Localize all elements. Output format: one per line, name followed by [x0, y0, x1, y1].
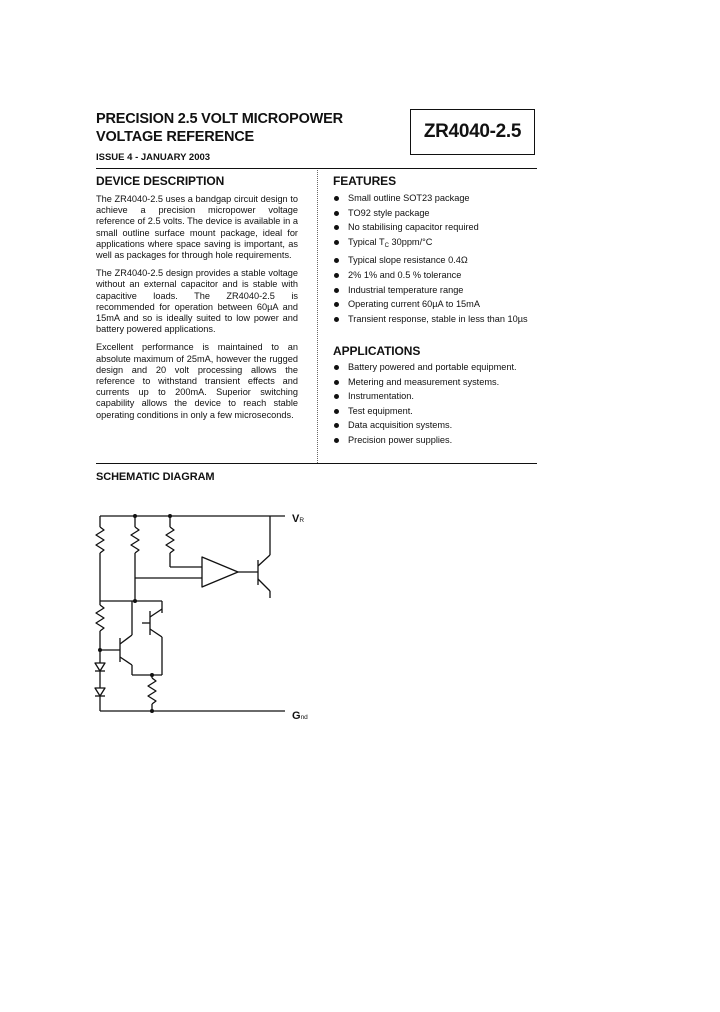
gnd-label — [292, 706, 308, 724]
application-item: Battery powered and portable equipment. — [333, 362, 533, 373]
description-paragraph: Excellent performance is maintained to an absolute maximum of 25mA, however the rugged design and 20 volt processing allows the reference to withstand transient effects and currents up to 200mA. Superior switching capability allows the device to reach stable operating conditions in only a few microseconds. — [96, 342, 298, 420]
device-description-body — [96, 194, 298, 421]
diode-1 — [95, 663, 105, 671]
gnd-text: G — [292, 710, 301, 722]
feature-item: Small outline SOT23 package — [333, 193, 533, 204]
vr-sub: R — [299, 517, 305, 524]
resistor-r4 — [96, 605, 104, 631]
application-item: Data acquisition systems. — [333, 420, 533, 431]
features-heading: FEATURES — [333, 174, 396, 188]
feature-item — [333, 237, 533, 252]
feature-item: 2% 1% and 0.5 % tolerance — [333, 270, 533, 281]
feature-tc-sub: C — [384, 242, 389, 249]
feature-item: Industrial temperature range — [333, 285, 533, 296]
feature-item: Typical slope resistance 0.4Ω — [333, 255, 533, 266]
application-item: Precision power supplies. — [333, 435, 533, 446]
issue-date: ISSUE 4 - JANUARY 2003 — [96, 152, 211, 163]
feature-item: TO92 style package — [333, 208, 533, 219]
title-line-2: VOLTAGE REFERENCE — [96, 129, 254, 145]
description-paragraph: The ZR4040-2.5 uses a bandgap circuit design to achieve a precision micropower voltage reference of 2.5 volts. The device is available in a small outline surface mount package, ideal for applications where space saving is important, as well as packages for through hole requirements. — [96, 194, 298, 261]
section-rule — [96, 463, 537, 464]
gnd-sub: nd — [300, 714, 308, 721]
schematic-heading: SCHEMATIC DIAGRAM — [96, 471, 215, 483]
features-list — [333, 193, 533, 328]
feature-tc-value: 30ppm/°C — [388, 236, 433, 247]
vr-label — [292, 509, 304, 527]
applications-heading: APPLICATIONS — [333, 344, 421, 358]
feature-item: Operating current 60µA to 15mA — [333, 299, 533, 310]
part-number: ZR4040-2.5 — [423, 121, 522, 142]
schematic-diagram — [90, 505, 290, 720]
feature-item: No stabilising capacitor required — [333, 222, 533, 233]
application-item: Metering and measurement systems. — [333, 377, 533, 388]
application-item: Test equipment. — [333, 406, 533, 417]
applications-list — [333, 362, 533, 450]
vr-text: V — [292, 513, 300, 525]
header-rule — [96, 168, 537, 169]
resistor-r2 — [131, 527, 139, 553]
resistor-r1 — [96, 527, 104, 553]
device-description-heading: DEVICE DESCRIPTION — [96, 174, 225, 188]
description-paragraph: The ZR4040-2.5 design provides a stable voltage without an external capacitor and is stable with capacitive loads. The ZR4040-2.5 is recommended for operation between 60µA and 15mA and so is ideally suited to low power and battery powered applications. — [96, 268, 298, 335]
feature-tc-label: Typical T — [348, 236, 385, 247]
page-title — [96, 110, 396, 146]
op-amp — [202, 557, 238, 587]
feature-item: Transient response, stable in less than 10µs — [333, 314, 533, 325]
resistor-r5 — [148, 678, 156, 704]
part-number-box — [410, 109, 535, 155]
resistor-r3 — [166, 527, 174, 553]
title-line-1: PRECISION 2.5 VOLT MICROPOWER — [96, 111, 343, 127]
diode-2 — [95, 688, 105, 696]
application-item: Instrumentation. — [333, 391, 533, 402]
column-divider — [317, 170, 318, 463]
